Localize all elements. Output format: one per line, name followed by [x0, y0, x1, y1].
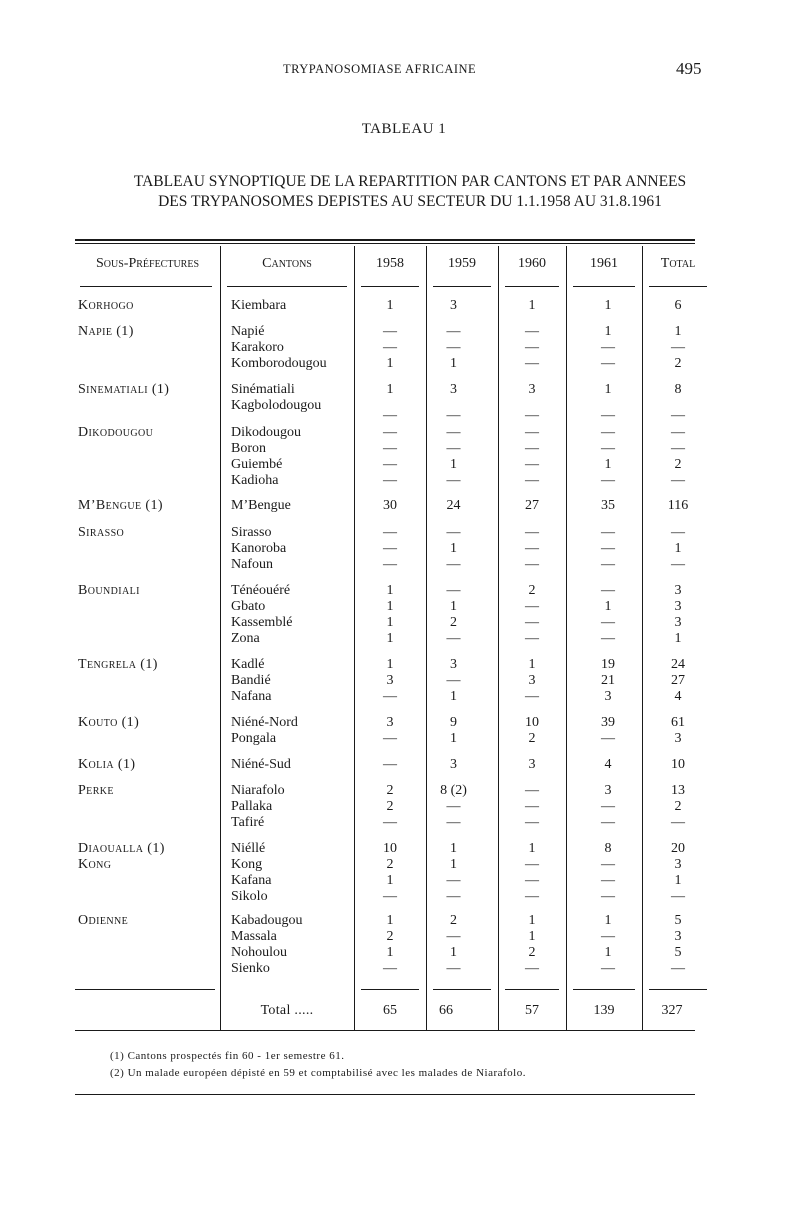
value-total: 61 — [671, 715, 685, 730]
row-canton: Pongala — [231, 731, 277, 746]
value-1958: — — [383, 425, 397, 440]
value-1959: — — [446, 889, 461, 904]
value-1961: — — [601, 961, 615, 976]
row-canton: Kassemblé — [231, 615, 293, 630]
total-rule-2 — [361, 989, 419, 990]
value-1959: — — [446, 631, 461, 646]
row-canton: Guiembé — [231, 457, 283, 472]
value-1961: 1 — [604, 382, 612, 397]
value-1960: — — [525, 889, 539, 904]
table-top-rule — [75, 239, 695, 241]
value-1958: 1 — [386, 657, 394, 672]
value-1959: — — [446, 525, 461, 540]
total-1961: 139 — [593, 1003, 615, 1018]
value-1958: 1 — [386, 356, 394, 371]
value-1960: — — [525, 599, 539, 614]
value-total: 3 — [674, 615, 682, 630]
value-1959: 3 — [450, 757, 457, 772]
row-canton: Sikolo — [231, 889, 268, 904]
value-1959: — — [446, 324, 461, 339]
value-total: 4 — [674, 689, 682, 704]
value-1960: — — [525, 873, 539, 888]
value-1961: — — [601, 583, 615, 598]
row-canton: Pallaka — [231, 799, 273, 814]
value-1961: — — [601, 631, 615, 646]
value-1961: 39 — [601, 715, 615, 730]
value-1958: 1 — [386, 382, 394, 397]
value-1958: — — [383, 689, 397, 704]
row-sous-prefecture: Boundiali — [78, 583, 140, 598]
value-1960: 27 — [525, 498, 539, 513]
row-sous-prefecture: Kolia (1) — [78, 757, 136, 772]
value-1959: 24 — [446, 498, 461, 513]
value-total: 10 — [671, 757, 685, 772]
value-1960: 10 — [525, 715, 539, 730]
value-1959: — — [446, 557, 461, 572]
value-total: 13 — [671, 783, 685, 798]
row-canton: Kadlé — [231, 657, 265, 672]
value-total: 6 — [674, 298, 682, 313]
value-1961: 21 — [601, 673, 615, 688]
value-1960: 3 — [528, 673, 536, 688]
footnote-2: (2) Un malade européen dépisté en 59 et comptabilisé avec les malades de Niarafolo. — [110, 1067, 526, 1079]
table-title — [60, 172, 760, 212]
row-canton: Kabadougou — [231, 913, 303, 928]
value-1958: — — [383, 889, 397, 904]
header-1961: 1961 — [590, 256, 618, 271]
row-canton: Sienko — [231, 961, 270, 976]
row-canton: Bandié — [231, 673, 271, 688]
value-1961: — — [601, 731, 615, 746]
value-1961: — — [601, 408, 615, 423]
value-total: 1 — [674, 873, 682, 888]
total-1958: 65 — [383, 1003, 397, 1018]
value-1959: — — [446, 929, 461, 944]
value-1959: — — [446, 673, 461, 688]
row-sous-prefecture: Sinematiali (1) — [78, 382, 170, 397]
value-1958: 2 — [386, 783, 394, 798]
row-canton: Zona — [231, 631, 260, 646]
value-total: 2 — [674, 356, 682, 371]
value-1960: 1 — [528, 657, 536, 672]
total-label: Total ..... — [260, 1003, 314, 1018]
value-total: — — [671, 815, 685, 830]
header-1960: 1960 — [518, 256, 546, 271]
value-1958: 1 — [386, 583, 394, 598]
value-1959: — — [446, 425, 461, 440]
value-1961: 3 — [604, 783, 612, 798]
value-1958: — — [383, 731, 397, 746]
value-1961: — — [601, 929, 615, 944]
value-1961: 3 — [604, 689, 612, 704]
value-1960: 3 — [528, 382, 536, 397]
table-title-line-2: DES TRYPANOSOMES DEPISTES AU SECTEUR DU 1.1.1958 AU 31.8.1961 — [158, 193, 662, 210]
value-total: — — [671, 557, 685, 572]
value-1960: — — [525, 356, 539, 371]
running-head — [0, 59, 800, 80]
value-total: — — [671, 889, 685, 904]
value-1961: — — [601, 815, 615, 830]
value-1958: 2 — [386, 929, 394, 944]
value-1958: — — [383, 340, 397, 355]
row-canton: Kanoroba — [231, 541, 287, 556]
value-1961: — — [601, 441, 615, 456]
value-total: — — [671, 525, 685, 540]
value-total: 3 — [674, 731, 682, 746]
value-1958: — — [383, 441, 397, 456]
row-canton: Niéné-Nord — [231, 715, 298, 730]
row-canton: Karakoro — [231, 340, 284, 355]
value-total: 3 — [674, 599, 682, 614]
table-label: TABLEAU 1 — [361, 121, 447, 137]
total-overall: 327 — [661, 1003, 683, 1018]
value-1958: 1 — [386, 913, 394, 928]
header-rule-2 — [227, 286, 347, 287]
value-total: 27 — [671, 673, 685, 688]
value-1958: — — [383, 408, 397, 423]
value-1958: — — [383, 815, 397, 830]
table-title-line-1: TABLEAU SYNOPTIQUE DE LA REPARTITION PAR CANTONS ET PAR ANNEES — [133, 173, 687, 190]
row-canton: Ténéouéré — [231, 583, 291, 598]
value-1961: — — [601, 799, 615, 814]
row-canton: Kadioha — [231, 473, 279, 488]
value-total: 5 — [674, 945, 682, 960]
value-1960: 2 — [528, 731, 536, 746]
row-canton: Niarafolo — [231, 783, 285, 798]
row-canton: Dikodougou — [231, 425, 301, 440]
value-1961: — — [601, 356, 615, 371]
value-1958: 30 — [383, 498, 397, 513]
value-1961: — — [601, 873, 615, 888]
value-1960: — — [525, 473, 539, 488]
total-rule-3 — [433, 989, 491, 990]
value-1959: 3 — [450, 657, 457, 672]
row-sous-prefecture: Tengrela (1) — [78, 657, 158, 672]
header-rule-7 — [649, 286, 707, 287]
total-rule-4 — [505, 989, 559, 990]
header-1958: 1958 — [376, 256, 404, 271]
value-total: 2 — [674, 457, 682, 472]
value-1961: — — [601, 889, 615, 904]
row-sous-prefecture: Korhogo — [78, 298, 134, 313]
value-1961: — — [601, 615, 615, 630]
value-1960: — — [525, 457, 539, 472]
row-sous-prefecture: Napie (1) — [78, 324, 134, 339]
total-1959: 66 — [439, 1003, 453, 1018]
value-1960: 1 — [528, 929, 536, 944]
value-1958: — — [383, 457, 397, 472]
value-1961: — — [601, 541, 615, 556]
value-1958: — — [383, 525, 397, 540]
value-1960: — — [525, 340, 539, 355]
footer-rule — [75, 1094, 695, 1095]
value-1960: — — [525, 541, 539, 556]
value-1961: 8 — [604, 841, 612, 856]
value-total: 1 — [674, 541, 682, 556]
row-sous-prefecture: Perke — [78, 783, 114, 798]
value-1959: 3 — [450, 382, 457, 397]
value-total: 1 — [674, 324, 682, 339]
value-1958: 10 — [383, 841, 397, 856]
row-canton: Kafana — [231, 873, 272, 888]
header-total: Total — [660, 256, 696, 271]
row-canton: Kiembara — [231, 298, 287, 313]
value-1961: 1 — [604, 599, 612, 614]
value-1960: — — [525, 961, 539, 976]
row-canton: Tafiré — [231, 815, 265, 830]
value-1959: — — [446, 408, 461, 423]
header-rule-3 — [361, 286, 419, 287]
value-1960: — — [525, 689, 539, 704]
row-canton: Nohoulou — [231, 945, 287, 960]
value-total: 24 — [671, 657, 685, 672]
value-1961: — — [601, 473, 615, 488]
value-1958: 2 — [386, 799, 394, 814]
row-canton: Boron — [231, 441, 266, 456]
row-canton: Sirasso — [231, 525, 272, 540]
value-1960: 2 — [528, 945, 536, 960]
row-sous-prefecture: Kong — [78, 857, 112, 872]
value-1961: — — [601, 557, 615, 572]
header-rule-1 — [80, 286, 212, 287]
value-total: 20 — [671, 841, 685, 856]
value-1959: 1 — [450, 599, 457, 614]
value-1960: — — [525, 557, 539, 572]
value-1959: — — [446, 340, 461, 355]
value-1961: 4 — [604, 757, 612, 772]
header-sous-prefectures: Sous-Préfectures — [95, 256, 200, 271]
value-1959: 9 — [450, 715, 457, 730]
value-1961: — — [601, 857, 615, 872]
row-canton: Niéné-Sud — [231, 757, 291, 772]
value-1960: 3 — [528, 757, 536, 772]
value-1960: — — [525, 857, 539, 872]
value-1959: — — [446, 815, 461, 830]
row-sous-prefecture: Kouto (1) — [78, 715, 140, 730]
value-1959: 1 — [450, 457, 457, 472]
total-1960: 57 — [525, 1003, 539, 1018]
value-1959: — — [446, 473, 461, 488]
value-1960: 1 — [528, 913, 536, 928]
row-canton: Kagbolodougou — [231, 398, 322, 413]
value-total: — — [671, 340, 685, 355]
value-1958: — — [383, 757, 397, 772]
value-1958: — — [383, 541, 397, 556]
value-1961: — — [601, 425, 615, 440]
value-1958: — — [383, 961, 397, 976]
row-sous-prefecture: Sirasso — [78, 525, 125, 540]
row-canton: Napié — [231, 324, 265, 339]
value-1961: 1 — [604, 457, 612, 472]
value-total: 8 — [674, 382, 682, 397]
value-1960: 2 — [528, 583, 536, 598]
row-sous-prefecture: Dikodougou — [78, 425, 154, 440]
row-canton: Komborodougou — [231, 356, 327, 371]
value-1960: — — [525, 799, 539, 814]
value-1961: 1 — [604, 298, 612, 313]
value-total: — — [671, 473, 685, 488]
page-number: 495 — [676, 59, 702, 78]
value-1960: — — [525, 815, 539, 830]
value-1960: — — [525, 441, 539, 456]
value-total: 3 — [674, 929, 682, 944]
value-1959: 2 — [450, 913, 457, 928]
value-total: — — [671, 961, 685, 976]
value-1961: — — [601, 525, 615, 540]
value-1960: — — [525, 425, 539, 440]
value-total: 1 — [674, 631, 682, 646]
total-rule-6 — [649, 989, 707, 990]
value-1959: 1 — [450, 841, 457, 856]
value-1959: 1 — [450, 945, 457, 960]
header-rule-6 — [573, 286, 635, 287]
table-top-rule-2 — [75, 243, 695, 244]
value-1958: 1 — [386, 873, 394, 888]
value-1959: — — [446, 799, 461, 814]
value-1959: 1 — [450, 857, 457, 872]
row-canton: Nafoun — [231, 557, 273, 572]
running-title: TRYPANOSOMIASE AFRICAINE — [283, 62, 477, 76]
value-1959: 3 — [450, 298, 457, 313]
value-1958: 3 — [386, 673, 394, 688]
value-total: 116 — [667, 498, 689, 513]
value-1959: 1 — [450, 731, 457, 746]
value-1959: 1 — [450, 689, 457, 704]
value-total: — — [671, 408, 685, 423]
value-1959: — — [446, 961, 461, 976]
row-canton: Nafana — [231, 689, 272, 704]
value-1959: 1 — [450, 356, 457, 371]
row-sous-prefecture: M’Bengue (1) — [78, 498, 163, 513]
value-1959: 2 — [450, 615, 457, 630]
value-1960: — — [525, 783, 539, 798]
total-rule-5 — [573, 989, 635, 990]
value-1958: 3 — [386, 715, 394, 730]
value-1959: — — [446, 873, 461, 888]
value-total: 2 — [674, 799, 682, 814]
row-sous-prefecture: Odienne — [78, 913, 129, 928]
value-1958: — — [383, 557, 397, 572]
header-cantons: Cantons — [262, 256, 312, 271]
value-1958: — — [383, 324, 397, 339]
row-sous-prefecture: Diaoualla (1) — [78, 841, 165, 856]
value-1959: 1 — [450, 541, 457, 556]
value-1958: 1 — [386, 298, 394, 313]
value-total: 3 — [674, 583, 682, 598]
value-1961: — — [601, 340, 615, 355]
value-1958: — — [383, 473, 397, 488]
total-rule-1 — [75, 989, 215, 990]
value-1959: 8 (2) — [440, 783, 467, 798]
value-1961: 1 — [604, 324, 612, 339]
value-1961: 19 — [601, 657, 615, 672]
value-1960: 1 — [528, 841, 536, 856]
row-canton: Niéllé — [231, 841, 266, 856]
row-canton: M’Bengue — [231, 498, 291, 513]
value-1960: — — [525, 631, 539, 646]
value-1961: 35 — [601, 498, 615, 513]
value-1959: — — [446, 441, 461, 456]
value-1959: — — [446, 583, 461, 598]
value-1960: — — [525, 408, 539, 423]
value-1958: 1 — [386, 599, 394, 614]
value-1958: 1 — [386, 615, 394, 630]
value-1958: 1 — [386, 631, 394, 646]
value-1960: 1 — [528, 298, 536, 313]
value-total: 5 — [674, 913, 682, 928]
row-canton: Kong — [231, 857, 263, 872]
table-bottom-rule — [75, 1030, 695, 1031]
value-total: — — [671, 441, 685, 456]
value-1960: — — [525, 525, 539, 540]
value-1960: — — [525, 324, 539, 339]
value-1958: 2 — [386, 857, 394, 872]
value-total: — — [671, 425, 685, 440]
header-rule-4 — [433, 286, 491, 287]
value-1961: 1 — [604, 913, 612, 928]
row-canton: Gbato — [231, 599, 266, 614]
value-1958: 1 — [386, 945, 394, 960]
row-canton: Sinématiali — [231, 382, 295, 397]
value-total: 3 — [674, 857, 682, 872]
footnote-1: (1) Cantons prospectés fin 60 - 1er semestre 61. — [110, 1050, 345, 1062]
column-rule-1 — [220, 246, 221, 1030]
value-1960: — — [525, 615, 539, 630]
header-1959: 1959 — [448, 256, 476, 271]
value-1961: 1 — [604, 945, 612, 960]
row-canton: Massala — [231, 929, 277, 944]
header-rule-5 — [505, 286, 559, 287]
